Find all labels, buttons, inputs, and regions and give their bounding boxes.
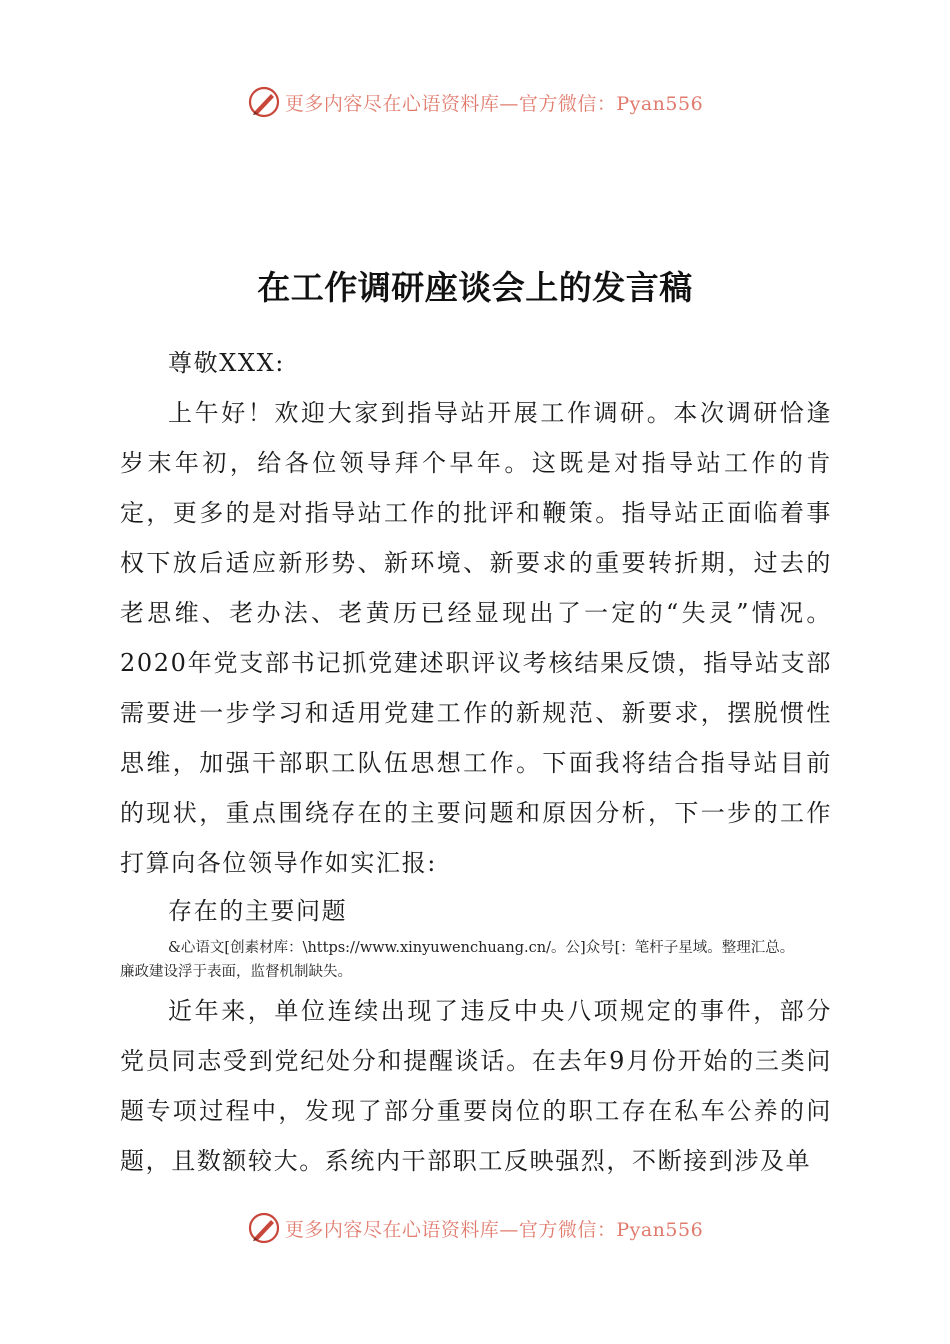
header-banner xyxy=(0,82,950,122)
paragraph-intro: 上午好！欢迎大家到指导站开展工作调研。本次调研恰逢岁末年初，给各位领导拜个早年。这既是对指导站工作的肯定，更多的是对指导站工作的批评和鞭策。指导站正面临着事权下放后适应新形势、新环境、新要求的重要转折期，过去的老思维、老办法、老黄历已经显现出了一定的“失灵”情况。2020年党支部书记抓党建述职评议考核结果反馈，指导站支部需要进一步学习和适用党建工作的新规范、新要求，摆脱惯性思维，加强干部职工队伍思想工作。下面我将结合指导站目前的现状，重点围绕存在的主要问题和原因分析，下一步的工作打算向各位领导作如实汇报: xyxy=(120,399,832,877)
pen-circle-logo-icon xyxy=(247,85,281,119)
footer-banner xyxy=(0,1208,950,1248)
document-title: 在工作调研座谈会上的发言稿 xyxy=(257,268,693,307)
banner-text: 更多内容尽在心语资料库—官方微信：Pyan556 xyxy=(284,92,704,115)
section-heading: 存在的主要问题 xyxy=(168,897,348,925)
banner-text: 更多内容尽在心语资料库—官方微信：Pyan556 xyxy=(284,1218,704,1241)
paragraph-problems: 近年来，单位连续出现了违反中央八项规定的事件，部分党员同志受到党纪处分和提醒谈话。在去年9月份开始的三类问题专项过程中，发现了部分重要岗位的职工存在私车公养的问题，且数额较大。系统内干部职工反映强烈，不断接到涉及单 xyxy=(120,997,832,1175)
note-line-1: &心语文[创素材库：\https://www.xinyuwenchuang.cn/。公]众号[：笔杆子星域。整理汇总。 xyxy=(168,940,795,956)
pen-circle-logo-icon xyxy=(247,1211,281,1245)
note-line-2: 廉政建设浮于表面，监督机制缺失。 xyxy=(120,964,352,980)
greeting: 尊敬XXX: xyxy=(168,349,285,377)
inserted-note xyxy=(120,936,840,984)
